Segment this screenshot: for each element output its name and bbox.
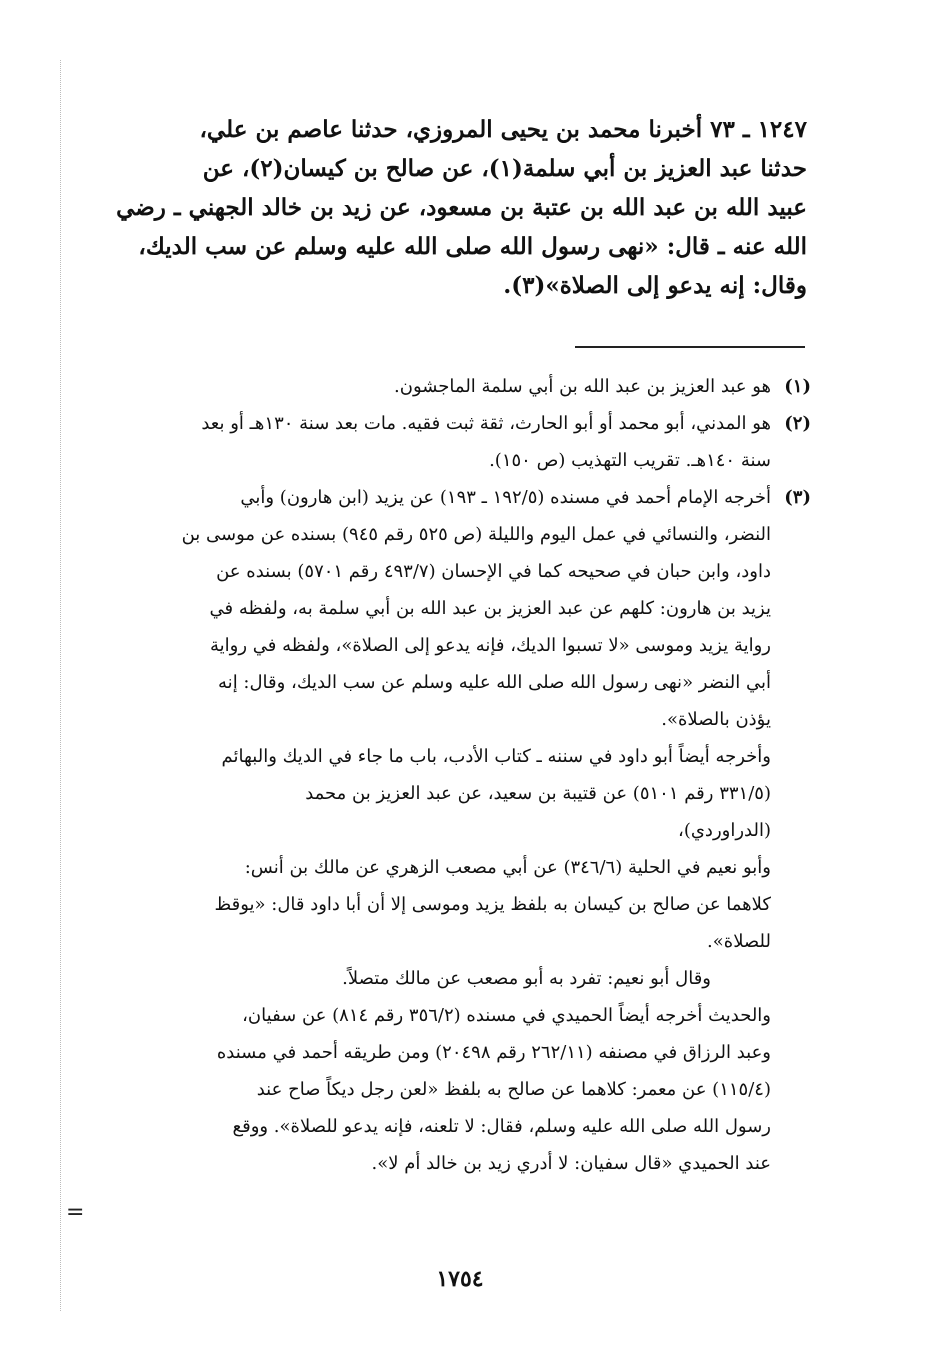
footnote-number: (٢) xyxy=(784,413,811,434)
margin-mark: = xyxy=(66,1200,85,1225)
footnote-separator xyxy=(575,346,805,348)
footnote-line: (٣٣١/٥ رقم ٥١٠١) عن قتيبة بن سعيد، عن عبد العزيز بن محمد xyxy=(305,783,771,804)
footnote-line: عند الحميدي «قال سفيان: لا أدري زيد بن خالد أم لا». xyxy=(371,1153,771,1174)
footnote-line: داود، وابن حبان في صحيحه كما في الإحسان (٤٩٣/٧ رقم ٥٧٠١) بسنده عن xyxy=(216,561,771,582)
footnote-line: أخرجه الإمام أحمد في مسنده (١٩٢/٥ ـ ١٩٣) عن يزيد (ابن هارون) وأبي xyxy=(240,487,771,508)
hadith-paragraph xyxy=(105,110,807,305)
footnote-line: وأخرجه أيضاً أبو داود في سننه ـ كتاب الأدب، باب ما جاء في الديك والبهائم xyxy=(221,746,771,767)
footnote-line: يزيد بن هارون: كلهم عن عبد العزيز بن عبد الله بن أبي سلمة به، ولفظه في xyxy=(209,598,771,619)
footnote-line: والحديث أخرجه أيضاً الحميدي في مسنده (٣٥٦/٢ رقم ٨١٤) عن سفيان، xyxy=(242,1005,771,1026)
footnote-continuation xyxy=(105,738,811,1182)
text-line: الله عنه ـ قال: «نهى رسول الله صلى الله عليه وسلم عن سب الديك، xyxy=(138,233,807,260)
footnote-line: (١١٥/٤) عن معمر: كلاهما عن صالح به بلفظ «لعن رجل ديكاً صاح عند xyxy=(256,1079,771,1100)
footnote-line: هو المدني، أبو محمد أو أبو الحارث، ثقة ثبت فقيه. مات بعد سنة ١٣٠هـ أو بعد xyxy=(201,413,771,434)
footnote-line: وقال أبو نعيم: تفرد به أبو مصعب عن مالك متصلاً. xyxy=(342,968,711,989)
text-line: حدثنا عبد العزيز بن أبي سلمة(١)، عن صالح بن كيسان(٢)، عن xyxy=(202,155,807,182)
footnote xyxy=(105,479,811,738)
footnote xyxy=(105,368,811,405)
text-line: عبيد الله بن عبد الله بن عتبة بن مسعود، عن زيد بن خالد الجهني ـ رضي xyxy=(116,194,807,221)
hadith-text xyxy=(105,110,807,305)
footnote-line: يؤذن بالصلاة». xyxy=(661,709,771,730)
footnotes xyxy=(105,368,811,1182)
footnote-line: رسول الله صلى الله عليه وسلم، فقال: لا تلعنه، فإنه يدعو للصلاة». ووقع xyxy=(232,1116,771,1137)
footnote-line: وعبد الرزاق في مصنفه (٢٦٢/١١ رقم ٢٠٤٩٨) ومن طريقه أحمد في مسنده xyxy=(216,1042,771,1063)
footnote-line: (الدراوردي)، xyxy=(678,820,771,841)
text-line: ١٢٤٧ ـ ٧٣ أخبرنا محمد بن يحيى المروزي، حدثنا عاصم بن علي، xyxy=(199,116,807,143)
footnote-number: (٣) xyxy=(784,487,811,508)
footnote-line: وأبو نعيم في الحلية (٣٤٦/٦) عن أبي مصعب الزهري عن مالك بن أنس: xyxy=(244,857,771,878)
footnote-line: رواية يزيد وموسى «لا تسبوا الديك، فإنه يدعو إلى الصلاة»، ولفظه في رواية xyxy=(210,635,771,656)
footnote-number: (١) xyxy=(784,376,811,397)
page-number: ١٧٥٤ xyxy=(436,1266,484,1292)
binding-gutter xyxy=(60,60,61,1311)
footnote-line: أبي النضر «نهى رسول الله صلى الله عليه وسلم عن سب الديك، وقال: إنه xyxy=(218,672,771,693)
footnote-line: النضر، والنسائي في عمل اليوم والليلة (ص ٥٢٥ رقم ٩٤٥) بسنده عن موسى بن xyxy=(181,524,771,545)
text-line: وقال: إنه يدعو إلى الصلاة»(٣). xyxy=(503,272,807,299)
footnote-line: للصلاة». xyxy=(707,931,771,952)
footnote-line: كلاهما عن صالح بن كيسان به بلفظ يزيد وموسى إلا أن أبا داود قال: «يوقظ xyxy=(214,894,771,915)
footnote xyxy=(105,405,811,479)
footnote-line: سنة ١٤٠هـ. تقريب التهذيب (ص ١٥٠). xyxy=(489,450,771,471)
footnote-line: هو عبد العزيز بن عبد الله بن أبي سلمة الماجشون. xyxy=(394,376,771,397)
